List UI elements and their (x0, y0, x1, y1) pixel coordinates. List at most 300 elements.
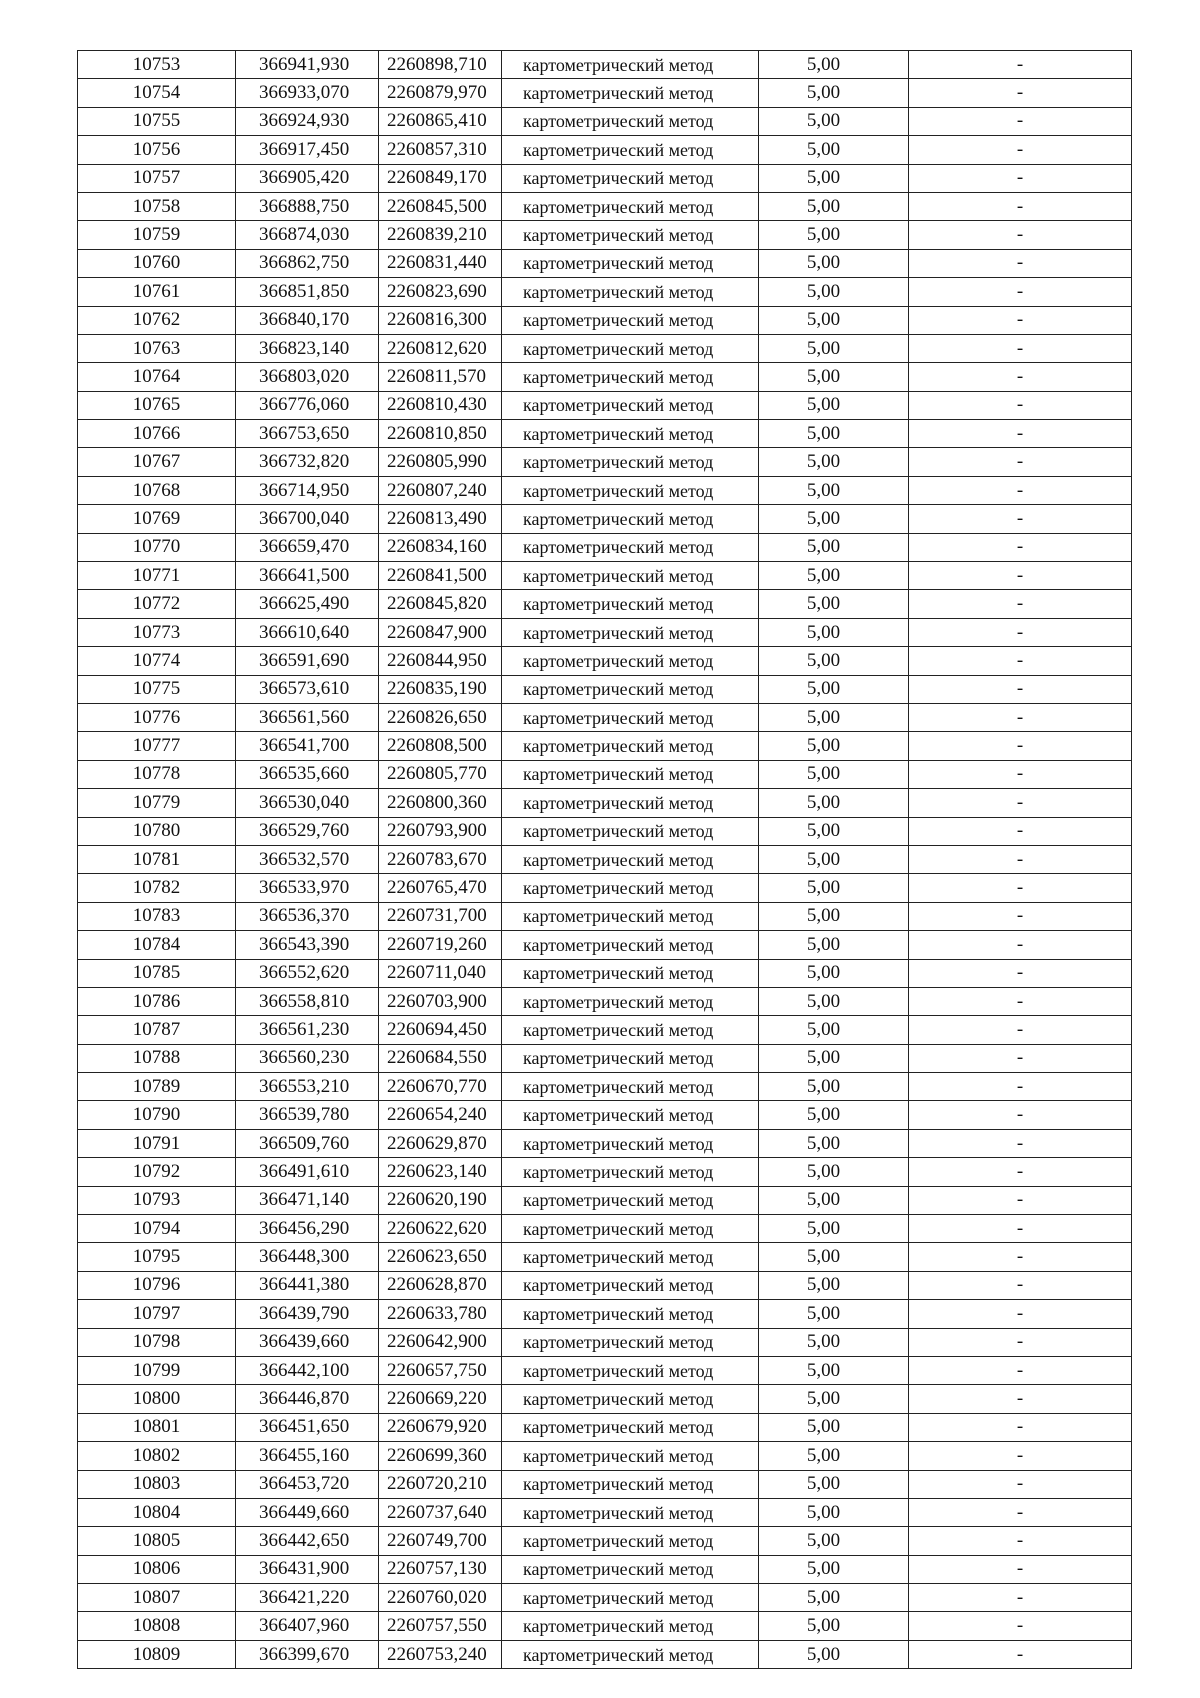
method-cell: картометрический метод (502, 845, 759, 873)
point-number-cell: 10756 (78, 136, 236, 164)
y-coordinate-cell: 2260816,300 (379, 306, 502, 334)
method-cell: картометрический метод (502, 1186, 759, 1214)
description-cell: - (909, 1612, 1132, 1640)
method-cell: картометрический метод (502, 476, 759, 504)
table-row (78, 1498, 1132, 1526)
method-cell: картометрический метод (502, 1044, 759, 1072)
point-number-cell: 10770 (78, 533, 236, 561)
x-coordinate-cell: 366446,870 (236, 1385, 379, 1413)
method-cell: картометрический метод (502, 647, 759, 675)
description-cell: - (909, 249, 1132, 277)
description-cell: - (909, 1016, 1132, 1044)
y-coordinate-cell: 2260753,240 (379, 1640, 502, 1668)
method-cell: картометрический метод (502, 817, 759, 845)
table-row (78, 1215, 1132, 1243)
y-coordinate-cell: 2260841,500 (379, 562, 502, 590)
description-cell: - (909, 1215, 1132, 1243)
method-cell: картометрический метод (502, 562, 759, 590)
table-row (78, 1044, 1132, 1072)
point-number-cell: 10755 (78, 107, 236, 135)
method-cell: картометрический метод (502, 363, 759, 391)
point-number-cell: 10782 (78, 874, 236, 902)
x-coordinate-cell: 366439,660 (236, 1328, 379, 1356)
table-row (78, 874, 1132, 902)
accuracy-cell: 5,00 (759, 476, 909, 504)
table-row (78, 959, 1132, 987)
point-number-cell: 10792 (78, 1158, 236, 1186)
y-coordinate-cell: 2260898,710 (379, 51, 502, 79)
accuracy-cell: 5,00 (759, 789, 909, 817)
x-coordinate-cell: 366421,220 (236, 1584, 379, 1612)
table-row (78, 647, 1132, 675)
table-row (78, 164, 1132, 192)
point-number-cell: 10776 (78, 703, 236, 731)
x-coordinate-cell: 366610,640 (236, 618, 379, 646)
y-coordinate-cell: 2260765,470 (379, 874, 502, 902)
point-number-cell: 10788 (78, 1044, 236, 1072)
table-row (78, 1158, 1132, 1186)
y-coordinate-cell: 2260783,670 (379, 845, 502, 873)
accuracy-cell: 5,00 (759, 1612, 909, 1640)
description-cell: - (909, 817, 1132, 845)
accuracy-cell: 5,00 (759, 334, 909, 362)
x-coordinate-cell: 366924,930 (236, 107, 379, 135)
y-coordinate-cell: 2260808,500 (379, 732, 502, 760)
accuracy-cell: 5,00 (759, 1640, 909, 1668)
y-coordinate-cell: 2260623,650 (379, 1243, 502, 1271)
point-number-cell: 10754 (78, 79, 236, 107)
description-cell: - (909, 420, 1132, 448)
point-number-cell: 10784 (78, 931, 236, 959)
table-row (78, 1612, 1132, 1640)
accuracy-cell: 5,00 (759, 1300, 909, 1328)
description-cell: - (909, 987, 1132, 1015)
accuracy-cell: 5,00 (759, 1243, 909, 1271)
point-number-cell: 10802 (78, 1442, 236, 1470)
table-row (78, 136, 1132, 164)
x-coordinate-cell: 366491,610 (236, 1158, 379, 1186)
table-row (78, 1243, 1132, 1271)
table-row (78, 1101, 1132, 1129)
table-row (78, 1328, 1132, 1356)
table-row (78, 845, 1132, 873)
accuracy-cell: 5,00 (759, 732, 909, 760)
point-number-cell: 10780 (78, 817, 236, 845)
table-row (78, 1442, 1132, 1470)
accuracy-cell: 5,00 (759, 505, 909, 533)
method-cell: картометрический метод (502, 1073, 759, 1101)
accuracy-cell: 5,00 (759, 1271, 909, 1299)
method-cell: картометрический метод (502, 306, 759, 334)
y-coordinate-cell: 2260719,260 (379, 931, 502, 959)
point-number-cell: 10806 (78, 1555, 236, 1583)
point-number-cell: 10793 (78, 1186, 236, 1214)
description-cell: - (909, 107, 1132, 135)
table-row (78, 817, 1132, 845)
x-coordinate-cell: 366659,470 (236, 533, 379, 561)
x-coordinate-cell: 366449,660 (236, 1498, 379, 1526)
y-coordinate-cell: 2260823,690 (379, 278, 502, 306)
y-coordinate-cell: 2260811,570 (379, 363, 502, 391)
y-coordinate-cell: 2260760,020 (379, 1584, 502, 1612)
table-row (78, 1584, 1132, 1612)
accuracy-cell: 5,00 (759, 1356, 909, 1384)
point-number-cell: 10795 (78, 1243, 236, 1271)
table-row (78, 391, 1132, 419)
y-coordinate-cell: 2260699,360 (379, 1442, 502, 1470)
x-coordinate-cell: 366439,790 (236, 1300, 379, 1328)
method-cell: картометрический метод (502, 618, 759, 646)
y-coordinate-cell: 2260679,920 (379, 1413, 502, 1441)
y-coordinate-cell: 2260812,620 (379, 334, 502, 362)
description-cell: - (909, 931, 1132, 959)
x-coordinate-cell: 366560,230 (236, 1044, 379, 1072)
table-row (78, 675, 1132, 703)
point-number-cell: 10766 (78, 420, 236, 448)
point-number-cell: 10790 (78, 1101, 236, 1129)
accuracy-cell: 5,00 (759, 703, 909, 731)
accuracy-cell: 5,00 (759, 902, 909, 930)
table-row (78, 562, 1132, 590)
table-row (78, 334, 1132, 362)
method-cell: картометрический метод (502, 1101, 759, 1129)
description-cell: - (909, 334, 1132, 362)
accuracy-cell: 5,00 (759, 164, 909, 192)
x-coordinate-cell: 366840,170 (236, 306, 379, 334)
method-cell: картометрический метод (502, 1470, 759, 1498)
table-row (78, 192, 1132, 220)
accuracy-cell: 5,00 (759, 363, 909, 391)
description-cell: - (909, 1300, 1132, 1328)
description-cell: - (909, 590, 1132, 618)
method-cell: картометрический метод (502, 703, 759, 731)
method-cell: картометрический метод (502, 533, 759, 561)
y-coordinate-cell: 2260849,170 (379, 164, 502, 192)
y-coordinate-cell: 2260807,240 (379, 476, 502, 504)
method-cell: картометрический метод (502, 51, 759, 79)
table-row (78, 1356, 1132, 1384)
x-coordinate-cell: 366874,030 (236, 221, 379, 249)
accuracy-cell: 5,00 (759, 647, 909, 675)
description-cell: - (909, 874, 1132, 902)
method-cell: картометрический метод (502, 987, 759, 1015)
description-cell: - (909, 51, 1132, 79)
table-row (78, 732, 1132, 760)
accuracy-cell: 5,00 (759, 817, 909, 845)
method-cell: картометрический метод (502, 1158, 759, 1186)
x-coordinate-cell: 366543,390 (236, 931, 379, 959)
point-number-cell: 10767 (78, 448, 236, 476)
table-row (78, 221, 1132, 249)
table-row (78, 618, 1132, 646)
y-coordinate-cell: 2260642,900 (379, 1328, 502, 1356)
description-cell: - (909, 136, 1132, 164)
point-number-cell: 10794 (78, 1215, 236, 1243)
y-coordinate-cell: 2260629,870 (379, 1129, 502, 1157)
accuracy-cell: 5,00 (759, 192, 909, 220)
method-cell: картометрический метод (502, 420, 759, 448)
point-number-cell: 10786 (78, 987, 236, 1015)
accuracy-cell: 5,00 (759, 136, 909, 164)
method-cell: картометрический метод (502, 789, 759, 817)
point-number-cell: 10804 (78, 1498, 236, 1526)
description-cell: - (909, 675, 1132, 703)
accuracy-cell: 5,00 (759, 1442, 909, 1470)
accuracy-cell: 5,00 (759, 51, 909, 79)
table-row (78, 1555, 1132, 1583)
point-number-cell: 10762 (78, 306, 236, 334)
table-row (78, 1300, 1132, 1328)
accuracy-cell: 5,00 (759, 1073, 909, 1101)
y-coordinate-cell: 2260847,900 (379, 618, 502, 646)
accuracy-cell: 5,00 (759, 675, 909, 703)
description-cell: - (909, 1555, 1132, 1583)
table-row (78, 476, 1132, 504)
x-coordinate-cell: 366399,670 (236, 1640, 379, 1668)
description-cell: - (909, 1129, 1132, 1157)
table-row (78, 249, 1132, 277)
point-number-cell: 10798 (78, 1328, 236, 1356)
point-number-cell: 10783 (78, 902, 236, 930)
point-number-cell: 10781 (78, 845, 236, 873)
y-coordinate-cell: 2260731,700 (379, 902, 502, 930)
accuracy-cell: 5,00 (759, 306, 909, 334)
method-cell: картометрический метод (502, 874, 759, 902)
x-coordinate-cell: 366552,620 (236, 959, 379, 987)
table-row (78, 931, 1132, 959)
method-cell: картометрический метод (502, 164, 759, 192)
y-coordinate-cell: 2260793,900 (379, 817, 502, 845)
method-cell: картометрический метод (502, 107, 759, 135)
accuracy-cell: 5,00 (759, 1555, 909, 1583)
method-cell: картометрический метод (502, 760, 759, 788)
description-cell: - (909, 505, 1132, 533)
description-cell: - (909, 278, 1132, 306)
accuracy-cell: 5,00 (759, 107, 909, 135)
description-cell: - (909, 221, 1132, 249)
x-coordinate-cell: 366561,560 (236, 703, 379, 731)
table-row (78, 789, 1132, 817)
y-coordinate-cell: 2260633,780 (379, 1300, 502, 1328)
accuracy-cell: 5,00 (759, 1044, 909, 1072)
x-coordinate-cell: 366530,040 (236, 789, 379, 817)
description-cell: - (909, 1356, 1132, 1384)
description-cell: - (909, 789, 1132, 817)
y-coordinate-cell: 2260657,750 (379, 1356, 502, 1384)
method-cell: картометрический метод (502, 1640, 759, 1668)
point-number-cell: 10769 (78, 505, 236, 533)
x-coordinate-cell: 366573,610 (236, 675, 379, 703)
x-coordinate-cell: 366539,780 (236, 1101, 379, 1129)
table-row (78, 448, 1132, 476)
y-coordinate-cell: 2260720,210 (379, 1470, 502, 1498)
description-cell: - (909, 760, 1132, 788)
x-coordinate-cell: 366753,650 (236, 420, 379, 448)
x-coordinate-cell: 366529,760 (236, 817, 379, 845)
x-coordinate-cell: 366851,850 (236, 278, 379, 306)
method-cell: картометрический метод (502, 79, 759, 107)
accuracy-cell: 5,00 (759, 278, 909, 306)
y-coordinate-cell: 2260669,220 (379, 1385, 502, 1413)
table-row (78, 505, 1132, 533)
point-number-cell: 10763 (78, 334, 236, 362)
method-cell: картометрический метод (502, 959, 759, 987)
accuracy-cell: 5,00 (759, 931, 909, 959)
point-number-cell: 10779 (78, 789, 236, 817)
table-row (78, 278, 1132, 306)
accuracy-cell: 5,00 (759, 590, 909, 618)
accuracy-cell: 5,00 (759, 1413, 909, 1441)
x-coordinate-cell: 366700,040 (236, 505, 379, 533)
description-cell: - (909, 79, 1132, 107)
x-coordinate-cell: 366431,900 (236, 1555, 379, 1583)
x-coordinate-cell: 366441,380 (236, 1271, 379, 1299)
description-cell: - (909, 1584, 1132, 1612)
method-cell: картометрический метод (502, 1215, 759, 1243)
x-coordinate-cell: 366641,500 (236, 562, 379, 590)
point-number-cell: 10768 (78, 476, 236, 504)
table-row (78, 1413, 1132, 1441)
accuracy-cell: 5,00 (759, 1470, 909, 1498)
x-coordinate-cell: 366888,750 (236, 192, 379, 220)
y-coordinate-cell: 2260831,440 (379, 249, 502, 277)
point-number-cell: 10777 (78, 732, 236, 760)
description-cell: - (909, 1640, 1132, 1668)
point-number-cell: 10760 (78, 249, 236, 277)
y-coordinate-cell: 2260879,970 (379, 79, 502, 107)
point-number-cell: 10797 (78, 1300, 236, 1328)
table-row (78, 902, 1132, 930)
x-coordinate-cell: 366625,490 (236, 590, 379, 618)
point-number-cell: 10773 (78, 618, 236, 646)
method-cell: картометрический метод (502, 590, 759, 618)
description-cell: - (909, 1498, 1132, 1526)
table-row (78, 1470, 1132, 1498)
point-number-cell: 10753 (78, 51, 236, 79)
x-coordinate-cell: 366917,450 (236, 136, 379, 164)
description-cell: - (909, 902, 1132, 930)
accuracy-cell: 5,00 (759, 221, 909, 249)
accuracy-cell: 5,00 (759, 1215, 909, 1243)
accuracy-cell: 5,00 (759, 420, 909, 448)
y-coordinate-cell: 2260857,310 (379, 136, 502, 164)
accuracy-cell: 5,00 (759, 1498, 909, 1526)
description-cell: - (909, 306, 1132, 334)
y-coordinate-cell: 2260810,430 (379, 391, 502, 419)
x-coordinate-cell: 366776,060 (236, 391, 379, 419)
method-cell: картометрический метод (502, 334, 759, 362)
table-body (78, 51, 1132, 1669)
y-coordinate-cell: 2260805,770 (379, 760, 502, 788)
description-cell: - (909, 732, 1132, 760)
y-coordinate-cell: 2260845,820 (379, 590, 502, 618)
point-number-cell: 10803 (78, 1470, 236, 1498)
description-cell: - (909, 845, 1132, 873)
method-cell: картометрический метод (502, 1555, 759, 1583)
description-cell: - (909, 1527, 1132, 1555)
x-coordinate-cell: 366442,650 (236, 1527, 379, 1555)
table-row (78, 363, 1132, 391)
method-cell: картометрический метод (502, 1129, 759, 1157)
point-number-cell: 10807 (78, 1584, 236, 1612)
y-coordinate-cell: 2260826,650 (379, 703, 502, 731)
method-cell: картометрический метод (502, 1243, 759, 1271)
description-cell: - (909, 533, 1132, 561)
description-cell: - (909, 959, 1132, 987)
x-coordinate-cell: 366541,700 (236, 732, 379, 760)
accuracy-cell: 5,00 (759, 874, 909, 902)
y-coordinate-cell: 2260757,550 (379, 1612, 502, 1640)
method-cell: картометрический метод (502, 1584, 759, 1612)
x-coordinate-cell: 366558,810 (236, 987, 379, 1015)
x-coordinate-cell: 366941,930 (236, 51, 379, 79)
table-row (78, 1186, 1132, 1214)
accuracy-cell: 5,00 (759, 1129, 909, 1157)
y-coordinate-cell: 2260835,190 (379, 675, 502, 703)
y-coordinate-cell: 2260800,360 (379, 789, 502, 817)
table-row (78, 703, 1132, 731)
table-row (78, 1385, 1132, 1413)
y-coordinate-cell: 2260865,410 (379, 107, 502, 135)
point-number-cell: 10787 (78, 1016, 236, 1044)
point-number-cell: 10800 (78, 1385, 236, 1413)
method-cell: картометрический метод (502, 1016, 759, 1044)
point-number-cell: 10775 (78, 675, 236, 703)
point-number-cell: 10805 (78, 1527, 236, 1555)
method-cell: картометрический метод (502, 1442, 759, 1470)
description-cell: - (909, 1470, 1132, 1498)
y-coordinate-cell: 2260670,770 (379, 1073, 502, 1101)
description-cell: - (909, 1413, 1132, 1441)
method-cell: картометрический метод (502, 1498, 759, 1526)
accuracy-cell: 5,00 (759, 1186, 909, 1214)
description-cell: - (909, 363, 1132, 391)
method-cell: картометрический метод (502, 249, 759, 277)
accuracy-cell: 5,00 (759, 448, 909, 476)
description-cell: - (909, 647, 1132, 675)
description-cell: - (909, 1328, 1132, 1356)
table-row (78, 1271, 1132, 1299)
description-cell: - (909, 1186, 1132, 1214)
description-cell: - (909, 192, 1132, 220)
x-coordinate-cell: 366455,160 (236, 1442, 379, 1470)
method-cell: картометрический метод (502, 1612, 759, 1640)
x-coordinate-cell: 366862,750 (236, 249, 379, 277)
accuracy-cell: 5,00 (759, 391, 909, 419)
point-number-cell: 10796 (78, 1271, 236, 1299)
point-number-cell: 10759 (78, 221, 236, 249)
point-number-cell: 10772 (78, 590, 236, 618)
y-coordinate-cell: 2260813,490 (379, 505, 502, 533)
x-coordinate-cell: 366509,760 (236, 1129, 379, 1157)
y-coordinate-cell: 2260703,900 (379, 987, 502, 1015)
method-cell: картометрический метод (502, 675, 759, 703)
method-cell: картометрический метод (502, 732, 759, 760)
method-cell: картометрический метод (502, 931, 759, 959)
x-coordinate-cell: 366803,020 (236, 363, 379, 391)
description-cell: - (909, 1101, 1132, 1129)
description-cell: - (909, 1158, 1132, 1186)
x-coordinate-cell: 366453,720 (236, 1470, 379, 1498)
description-cell: - (909, 448, 1132, 476)
y-coordinate-cell: 2260757,130 (379, 1555, 502, 1583)
accuracy-cell: 5,00 (759, 1527, 909, 1555)
y-coordinate-cell: 2260844,950 (379, 647, 502, 675)
description-cell: - (909, 1044, 1132, 1072)
description-cell: - (909, 703, 1132, 731)
accuracy-cell: 5,00 (759, 760, 909, 788)
table-row (78, 1129, 1132, 1157)
